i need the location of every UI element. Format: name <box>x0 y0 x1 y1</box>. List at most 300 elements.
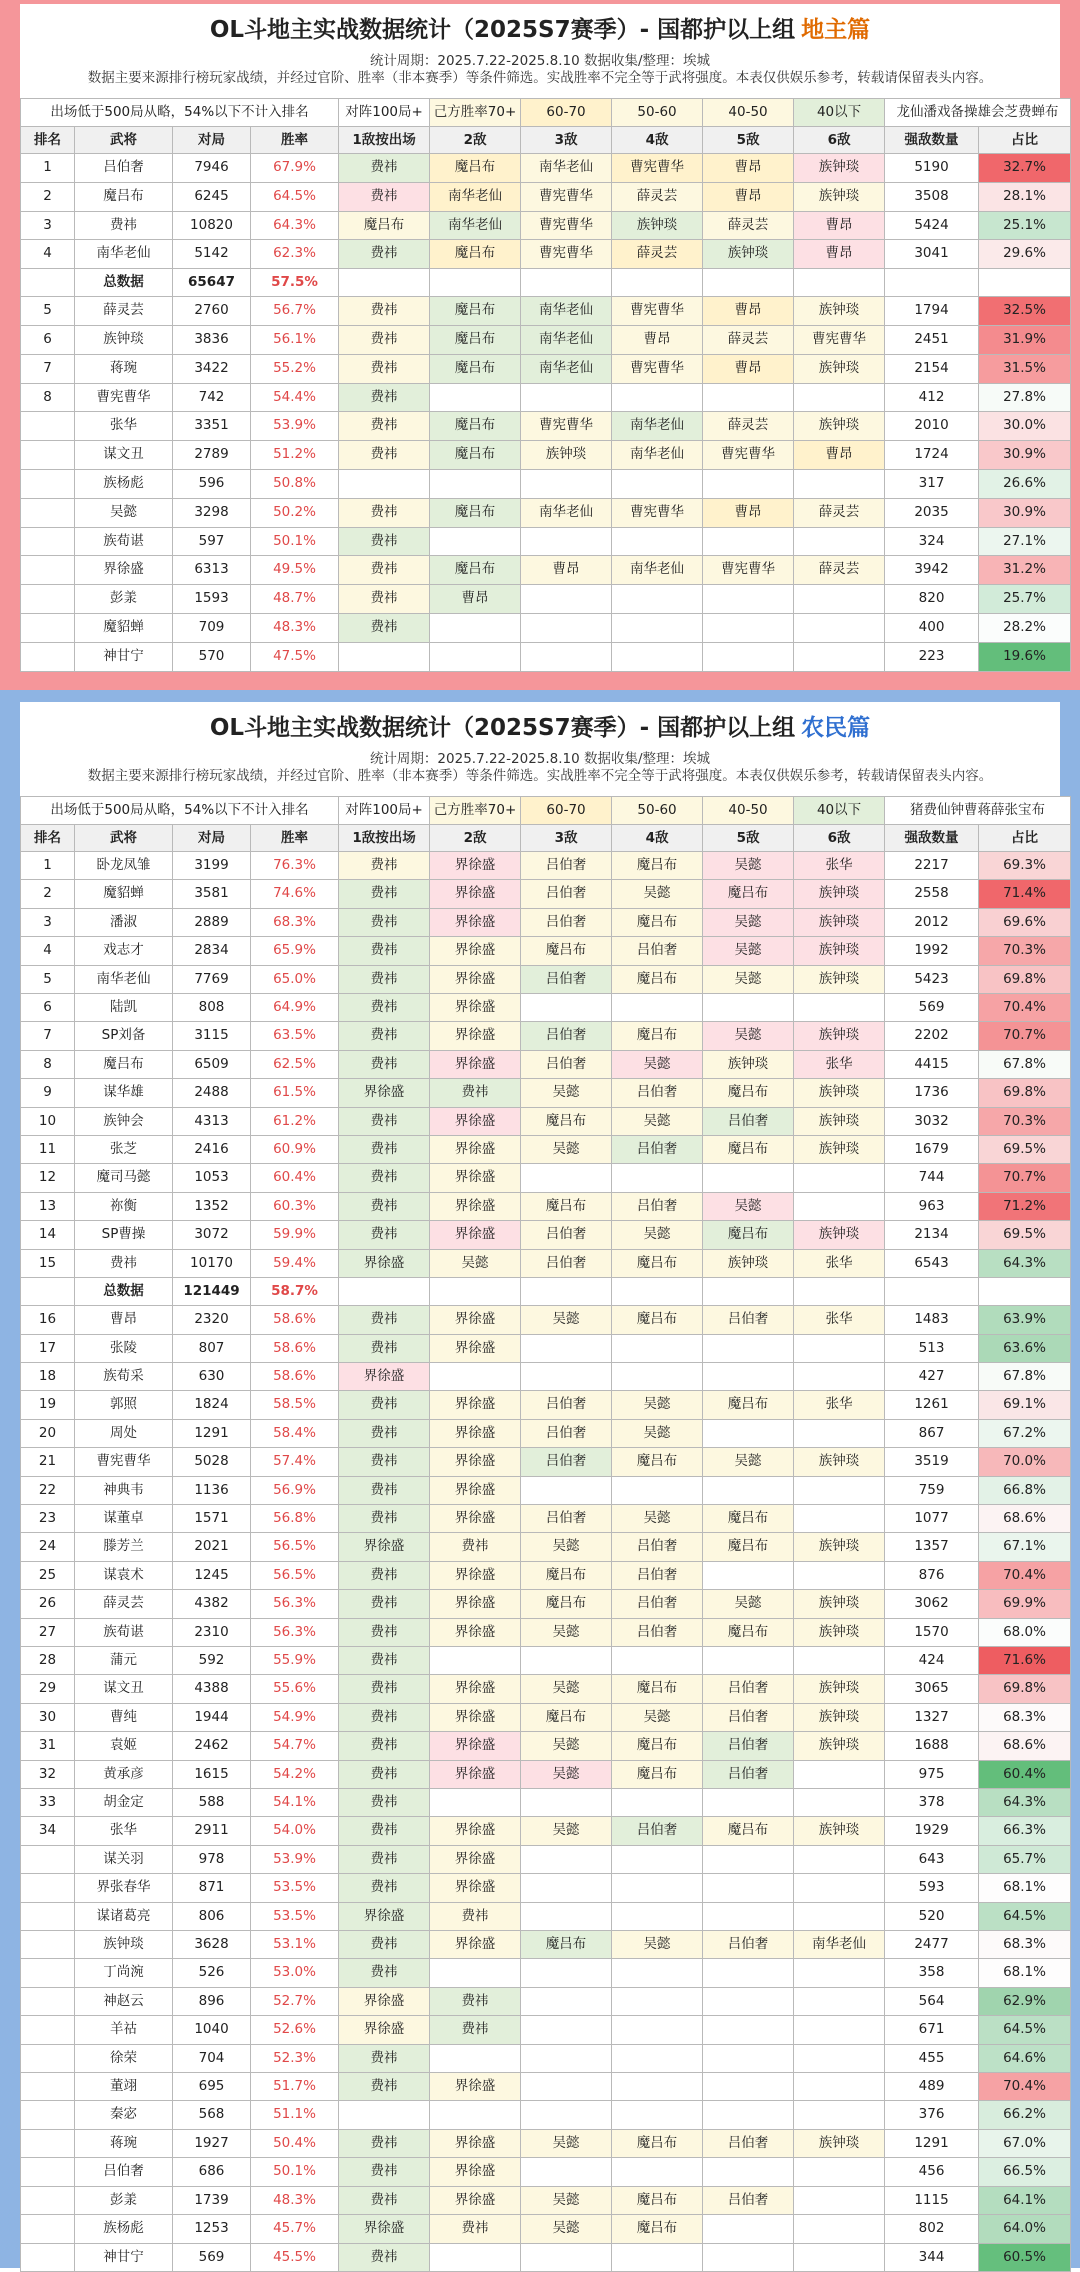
table-cell: 费祎 <box>339 1959 430 1987</box>
table-cell: 50.8% <box>251 469 339 498</box>
table-cell: 吴懿 <box>703 965 794 993</box>
table-row <box>21 354 1071 383</box>
table-cell: 族钟琰 <box>703 1249 794 1277</box>
table-cell: 58.6% <box>251 1334 339 1362</box>
table-cell: 806 <box>173 1902 251 1930</box>
table-cell <box>430 1959 521 1987</box>
table-cell: 界徐盛 <box>430 937 521 965</box>
table-cell: 54.7% <box>251 1732 339 1760</box>
table-cell: 族钟琰 <box>75 1931 173 1959</box>
table-cell <box>430 2243 521 2271</box>
table-cell <box>794 994 885 1022</box>
table-cell: 15 <box>21 1249 75 1277</box>
table-cell: 吕伯奢 <box>521 908 612 936</box>
table-cell: 族钟琰 <box>794 297 885 326</box>
table-cell: 60.3% <box>251 1192 339 1220</box>
table-cell: 吕伯奢 <box>703 1931 794 1959</box>
table-cell: 3519 <box>885 1448 979 1476</box>
table-cell <box>521 527 612 556</box>
table-cell: 曹宪曹华 <box>521 412 612 441</box>
table-cell: 50.1% <box>251 2158 339 2186</box>
table-cell <box>794 2044 885 2072</box>
table-row <box>21 1732 1071 1760</box>
table-cell <box>703 1845 794 1873</box>
table-cell: 费祎 <box>339 240 430 269</box>
table-cell: 魔吕布 <box>430 297 521 326</box>
table-cell: 1593 <box>173 585 251 614</box>
table-cell: 31.5% <box>979 354 1071 383</box>
table-cell: 19 <box>21 1391 75 1419</box>
table-cell: 吕伯奢 <box>521 1391 612 1419</box>
table-cell <box>21 1959 75 1987</box>
table-cell: 50.1% <box>251 527 339 556</box>
table-cell: 28 <box>21 1646 75 1674</box>
table-cell: 489 <box>885 2073 979 2101</box>
column-header: 占比 <box>979 825 1071 852</box>
table-cell: 3 <box>21 908 75 936</box>
table-cell <box>612 1902 703 1930</box>
table-cell: 族钟琰 <box>794 1590 885 1618</box>
table-cell: 1736 <box>885 1079 979 1107</box>
table-cell: 1 <box>21 154 75 183</box>
table-cell <box>703 2016 794 2044</box>
table-cell: 魔吕布 <box>612 852 703 880</box>
table-cell: 2035 <box>885 498 979 527</box>
table-cell: 费祎 <box>75 1249 173 1277</box>
table-cell: 魔吕布 <box>612 1732 703 1760</box>
table-cell: 18 <box>21 1362 75 1390</box>
table-cell <box>612 613 703 642</box>
table-cell: 薛灵芸 <box>794 556 885 585</box>
table-cell: 吴懿 <box>703 1192 794 1220</box>
table-cell: 2451 <box>885 325 979 354</box>
table-cell: 界徐盛 <box>430 1817 521 1845</box>
table-cell: 2154 <box>885 354 979 383</box>
table-cell: 费祎 <box>339 965 430 993</box>
column-header: 武将 <box>75 825 173 852</box>
table-cell: 费祎 <box>339 1107 430 1135</box>
table-cell <box>612 1278 703 1306</box>
table-cell: 总数据 <box>75 269 173 297</box>
table-cell: 吕伯奢 <box>521 1448 612 1476</box>
table-cell <box>521 1278 612 1306</box>
table-cell: 界徐盛 <box>430 1391 521 1419</box>
table-cell <box>979 1278 1071 1306</box>
table-cell: 13 <box>21 1192 75 1220</box>
table-row <box>21 908 1071 936</box>
table-cell: 魔司马懿 <box>75 1164 173 1192</box>
table-cell: 455 <box>885 2044 979 2072</box>
table-cell: 费祎 <box>339 1931 430 1959</box>
table-cell: 3062 <box>885 1590 979 1618</box>
table-cell: 69.8% <box>979 1675 1071 1703</box>
table-cell: 吕伯奢 <box>703 1760 794 1788</box>
table-cell <box>703 1476 794 1504</box>
table-cell: 界张春华 <box>75 1874 173 1902</box>
table-cell: 总数据 <box>75 1278 173 1306</box>
table-cell <box>794 469 885 498</box>
table-cell: 魔吕布 <box>703 1533 794 1561</box>
table-cell: 70.7% <box>979 1164 1071 1192</box>
table-cell: 1615 <box>173 1760 251 1788</box>
table-cell: 界徐盛 <box>430 1050 521 1078</box>
table-cell: 5190 <box>885 154 979 183</box>
table-cell: 54.0% <box>251 1817 339 1845</box>
table-cell: 界徐盛 <box>430 2129 521 2157</box>
table-cell: 27 <box>21 1618 75 1646</box>
table-cell: 67.2% <box>979 1419 1071 1447</box>
table-cell: 曹昂 <box>794 211 885 240</box>
table-cell: 3115 <box>173 1022 251 1050</box>
table-cell: 1 <box>21 852 75 880</box>
table-cell <box>612 269 703 297</box>
table-row <box>21 994 1071 1022</box>
table-cell: 张陵 <box>75 1334 173 1362</box>
table-cell: 吕伯奢 <box>612 1590 703 1618</box>
table-cell: 1929 <box>885 1817 979 1845</box>
note-line: 数据主要来源排行榜玩家战绩，并经过官阶、胜率（非本赛季）等条件筛选。实战胜率不完全等于武将强度。本表仅供娱乐参考，转载请保留表头内容。 <box>87 768 993 784</box>
table-cell: 4415 <box>885 1050 979 1078</box>
table-cell <box>794 1419 885 1447</box>
table-cell <box>703 2044 794 2072</box>
table-cell <box>612 527 703 556</box>
table-cell: 58.4% <box>251 1419 339 1447</box>
table-cell: 1253 <box>173 2215 251 2243</box>
table-cell: 族钟琰 <box>794 880 885 908</box>
table-cell: 26 <box>21 1590 75 1618</box>
table-row <box>21 1192 1071 1220</box>
table-cell: 南华老仙 <box>612 441 703 470</box>
table-cell: 2911 <box>173 1817 251 1845</box>
table-cell: 族钟琰 <box>703 240 794 269</box>
table-cell: 5423 <box>885 965 979 993</box>
summary-row <box>21 1278 1071 1306</box>
table-cell: 2462 <box>173 1732 251 1760</box>
table-cell: 1679 <box>885 1136 979 1164</box>
table-cell: 吕伯奢 <box>703 2186 794 2214</box>
table-cell <box>521 1902 612 1930</box>
table-cell <box>521 1164 612 1192</box>
farmer-panel <box>20 702 1060 2265</box>
column-header: 1敌按出场 <box>339 825 430 852</box>
table-row <box>21 937 1071 965</box>
table-cell: 58.6% <box>251 1306 339 1334</box>
table-cell <box>703 1419 794 1447</box>
table-cell: 界徐盛 <box>430 1845 521 1873</box>
table-cell: 族钟琰 <box>794 1136 885 1164</box>
table-cell: 67.9% <box>251 154 339 183</box>
column-header: 1敌按出场 <box>339 127 430 154</box>
table-cell <box>703 613 794 642</box>
table-cell: 魔吕布 <box>521 1561 612 1589</box>
table-cell: 魔吕布 <box>612 908 703 936</box>
table-cell: 66.5% <box>979 2158 1071 2186</box>
table-cell <box>21 2243 75 2271</box>
table-cell: 55.6% <box>251 1675 339 1703</box>
table-row <box>21 1987 1071 2015</box>
table-cell: 费祎 <box>339 1419 430 1447</box>
table-cell: 1053 <box>173 1164 251 1192</box>
table-cell: 53.1% <box>251 1931 339 1959</box>
table-cell: 71.2% <box>979 1192 1071 1220</box>
table-cell: 费祎 <box>339 1874 430 1902</box>
table-cell <box>703 2073 794 2101</box>
table-cell: 曹宪曹华 <box>703 556 794 585</box>
table-row <box>21 585 1071 614</box>
column-header: 对局 <box>173 127 251 154</box>
table-cell: 吕伯奢 <box>521 1221 612 1249</box>
table-cell: 费祎 <box>339 1164 430 1192</box>
table-row <box>21 1164 1071 1192</box>
table-cell <box>430 1789 521 1817</box>
table-cell: 4 <box>21 937 75 965</box>
table-cell <box>612 469 703 498</box>
table-cell: 费祎 <box>339 1618 430 1646</box>
table-cell: 魔吕布 <box>703 1504 794 1532</box>
table-cell: 2320 <box>173 1306 251 1334</box>
table-cell: 神甘宁 <box>75 2243 173 2271</box>
table-cell: 2021 <box>173 1533 251 1561</box>
table-cell: 南华老仙 <box>75 965 173 993</box>
table-cell <box>21 2044 75 2072</box>
table-row <box>21 1504 1071 1532</box>
table-cell: 界徐盛 <box>430 1476 521 1504</box>
table-cell: 界徐盛 <box>430 1221 521 1249</box>
table-cell <box>794 2243 885 2271</box>
table-cell: 24 <box>21 1533 75 1561</box>
table-cell: 53.5% <box>251 1874 339 1902</box>
table-cell: 65.0% <box>251 965 339 993</box>
table-cell: 曹昂 <box>703 182 794 211</box>
table-cell <box>703 1902 794 1930</box>
table-cell <box>703 2243 794 2271</box>
table-cell: 费祎 <box>339 441 430 470</box>
table-cell: 70.3% <box>979 937 1071 965</box>
table-cell: 费祎 <box>339 613 430 642</box>
table-cell: 费祎 <box>339 2073 430 2101</box>
table-cell: 593 <box>885 1874 979 1902</box>
column-header: 4敌 <box>612 127 703 154</box>
table-cell: 17 <box>21 1334 75 1362</box>
table-row <box>21 1419 1071 1447</box>
table-cell: 31.9% <box>979 325 1071 354</box>
table-cell <box>794 2186 885 2214</box>
table-cell: 周处 <box>75 1419 173 1447</box>
table-cell: 53.9% <box>251 1845 339 1873</box>
table-cell: 南华老仙 <box>612 412 703 441</box>
table-row <box>21 154 1071 183</box>
table-cell: 56.7% <box>251 297 339 326</box>
table-row <box>21 2129 1071 2157</box>
table-cell: 45.7% <box>251 2215 339 2243</box>
table-cell: 3508 <box>885 182 979 211</box>
table-cell: 704 <box>173 2044 251 2072</box>
table-cell <box>703 527 794 556</box>
table-cell: 45.5% <box>251 2243 339 2271</box>
table-cell: 戏志才 <box>75 937 173 965</box>
table-cell <box>21 2016 75 2044</box>
table-cell: 南华老仙 <box>430 182 521 211</box>
table-cell: 界徐盛 <box>430 2186 521 2214</box>
table-cell: 59.9% <box>251 1221 339 1249</box>
table-cell <box>521 1845 612 1873</box>
table-cell: 魔貂蝉 <box>75 613 173 642</box>
table-cell: 吕伯奢 <box>703 1675 794 1703</box>
table-cell: 55.9% <box>251 1646 339 1674</box>
table-cell: 费祎 <box>339 2186 430 2214</box>
table-cell: 807 <box>173 1334 251 1362</box>
table-cell: 吕伯奢 <box>521 1050 612 1078</box>
table-cell: 68.0% <box>979 1618 1071 1646</box>
table-cell: 28.2% <box>979 613 1071 642</box>
table-cell <box>521 642 612 671</box>
stats-table <box>20 796 1071 2272</box>
table-cell: 界徐盛 <box>430 1192 521 1220</box>
table-cell: 7946 <box>173 154 251 183</box>
table-cell <box>703 1278 794 1306</box>
table-cell: 52.3% <box>251 2044 339 2072</box>
table-row <box>21 1817 1071 1845</box>
legend-left: 出场低于500局从略，54%以下不计入排名 <box>21 797 339 825</box>
table-cell: 2889 <box>173 908 251 936</box>
table-cell: 曹宪曹华 <box>75 383 173 412</box>
table-cell: 27.8% <box>979 383 1071 412</box>
table-cell: 3422 <box>173 354 251 383</box>
table-cell: 51.1% <box>251 2101 339 2129</box>
table-cell: 族钟琰 <box>794 965 885 993</box>
table-cell: 1357 <box>885 1533 979 1561</box>
table-cell: 界徐盛 <box>430 1590 521 1618</box>
table-cell: 56.5% <box>251 1561 339 1589</box>
table-row <box>21 1561 1071 1589</box>
table-cell: 费祎 <box>339 1789 430 1817</box>
table-cell: 曹昂 <box>75 1306 173 1334</box>
table-cell: 1824 <box>173 1391 251 1419</box>
table-row <box>21 2158 1071 2186</box>
table-cell: 费祎 <box>339 1334 430 1362</box>
table-cell: 6543 <box>885 1249 979 1277</box>
table-cell: 56.3% <box>251 1618 339 1646</box>
table-row <box>21 2073 1071 2101</box>
table-cell: 48.3% <box>251 613 339 642</box>
table-row <box>21 211 1071 240</box>
table-cell: 陆凯 <box>75 994 173 1022</box>
table-cell: 费祎 <box>339 2243 430 2271</box>
table-cell: 48.7% <box>251 585 339 614</box>
table-cell: 64.5% <box>979 1902 1071 1930</box>
table-row <box>21 1079 1071 1107</box>
table-cell: 1944 <box>173 1703 251 1731</box>
table-cell: 吕伯奢 <box>703 1306 794 1334</box>
table-cell: 12 <box>21 1164 75 1192</box>
table-cell: 569 <box>885 994 979 1022</box>
table-cell: 6509 <box>173 1050 251 1078</box>
header-row <box>21 127 1071 154</box>
table-cell: 8 <box>21 383 75 412</box>
table-cell: 族钟会 <box>75 1107 173 1135</box>
table-row <box>21 1221 1071 1249</box>
table-cell: 7 <box>21 354 75 383</box>
table-cell: 南华老仙 <box>521 154 612 183</box>
table-cell: 32.5% <box>979 297 1071 326</box>
table-cell: 族钟琰 <box>794 1675 885 1703</box>
table-cell: 427 <box>885 1362 979 1390</box>
legend-c2: 己方胜率70+ <box>430 797 521 825</box>
table-cell: 神赵云 <box>75 1987 173 2015</box>
table-cell <box>794 1561 885 1589</box>
table-cell: 族钟琰 <box>794 354 885 383</box>
table-cell: 69.5% <box>979 1136 1071 1164</box>
column-header: 占比 <box>979 127 1071 154</box>
table-cell <box>21 2215 75 2243</box>
table-cell: 界徐盛 <box>430 852 521 880</box>
table-cell: 2217 <box>885 852 979 880</box>
table-cell: 69.8% <box>979 965 1071 993</box>
table-cell <box>21 613 75 642</box>
table-cell: 344 <box>885 2243 979 2271</box>
table-cell: 魔吕布 <box>430 240 521 269</box>
table-cell <box>703 269 794 297</box>
table-cell: 54.1% <box>251 1789 339 1817</box>
table-cell: 54.4% <box>251 383 339 412</box>
table-cell: 64.3% <box>979 1249 1071 1277</box>
table-cell: 曹宪曹华 <box>703 441 794 470</box>
table-cell: 吴懿 <box>521 2129 612 2157</box>
table-cell: 7769 <box>173 965 251 993</box>
table-cell: 71.6% <box>979 1646 1071 1674</box>
table-cell: 50.4% <box>251 2129 339 2157</box>
table-cell: 4 <box>21 240 75 269</box>
table-cell: 滕芳兰 <box>75 1533 173 1561</box>
table-cell: 吴懿 <box>612 1703 703 1731</box>
table-cell: 羊祜 <box>75 2016 173 2044</box>
table-cell <box>703 2158 794 2186</box>
table-cell: 1291 <box>173 1419 251 1447</box>
table-cell: 费祎 <box>430 1079 521 1107</box>
table-cell: 界徐盛 <box>430 1448 521 1476</box>
table-cell: 1261 <box>885 1391 979 1419</box>
table-cell: 3199 <box>173 852 251 880</box>
table-cell: 谋诸葛亮 <box>75 1902 173 1930</box>
table-cell: 1291 <box>885 2129 979 2157</box>
table-cell: 胡金定 <box>75 1789 173 1817</box>
table-cell: 曹昂 <box>794 441 885 470</box>
table-cell <box>21 642 75 671</box>
table-cell: 867 <box>885 1419 979 1447</box>
table-cell <box>703 1164 794 1192</box>
table-cell: 56.9% <box>251 1476 339 1504</box>
table-cell: 费祎 <box>339 527 430 556</box>
table-cell: 费祎 <box>339 1504 430 1532</box>
table-cell: 456 <box>885 2158 979 2186</box>
table-cell: 蒋琬 <box>75 354 173 383</box>
table-cell: 蒋琬 <box>75 2129 173 2157</box>
table-cell: 神甘宁 <box>75 642 173 671</box>
column-header: 3敌 <box>521 127 612 154</box>
table-cell: 吕伯奢 <box>612 1533 703 1561</box>
table-cell: 费祎 <box>339 1675 430 1703</box>
table-cell <box>794 2073 885 2101</box>
table-cell: 吴懿 <box>521 2215 612 2243</box>
table-cell: 费祎 <box>75 211 173 240</box>
table-cell: 742 <box>173 383 251 412</box>
legend-c5: 40-50 <box>703 99 794 127</box>
table-cell: 界徐盛 <box>430 1618 521 1646</box>
table-cell: 魔吕布 <box>521 1107 612 1135</box>
table-cell: 1794 <box>885 297 979 326</box>
table-cell <box>794 642 885 671</box>
table-cell: 2416 <box>173 1136 251 1164</box>
